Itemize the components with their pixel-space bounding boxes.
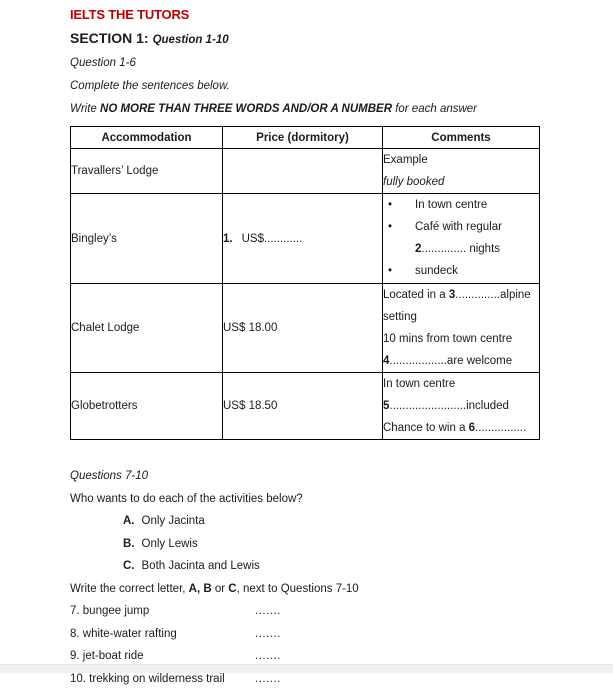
bullet-text: In town centre: [415, 194, 539, 216]
blank-suffix: nights: [466, 243, 500, 255]
accommodation-name: Globetrotters: [71, 373, 223, 440]
comment-line: 10 mins from town centre: [383, 328, 539, 350]
price-cell: US$ 18.00: [223, 284, 383, 373]
page-bottom-edge: [0, 664, 613, 673]
comment-prefix: Located in a: [383, 289, 449, 301]
questions-7-10-prompt: Who wants to do each of the activities below?: [70, 488, 540, 511]
answer-blank: .......: [255, 600, 281, 623]
subsection-heading: Question 1-6: [70, 52, 540, 75]
blank-number-5: 5: [383, 400, 389, 412]
blank-dots: ..............: [455, 289, 500, 301]
price-blank-value: US$............: [242, 233, 303, 245]
bullet-item: [383, 216, 539, 260]
option-letter: A.: [123, 515, 135, 527]
section-heading: [70, 26, 540, 52]
accommodation-name: Bingley’s: [71, 194, 223, 284]
instruction-line: Complete the sentences below.: [70, 75, 540, 98]
comment-prefix: Chance to win a: [383, 422, 469, 434]
blank-dots: ................: [475, 422, 526, 434]
accommodation-name: Travallers’ Lodge: [71, 149, 223, 194]
option-text: Only Lewis: [142, 538, 198, 550]
comment-line: In town centre: [383, 373, 539, 395]
instruction-prefix: Write the correct letter,: [70, 583, 189, 595]
comment-line-blank-6: [383, 417, 539, 439]
table-row-chalet-lodge: [71, 284, 540, 373]
option-b: [70, 533, 540, 556]
bullet-text: sundeck: [415, 260, 539, 282]
comment-suffix: alpine: [500, 289, 531, 301]
write-letter-instruction: [70, 578, 540, 601]
comments-cell: [383, 373, 540, 440]
comment-suffix: included: [466, 400, 509, 412]
blank-number-3: 3: [449, 289, 455, 301]
blank-number-1: 1.: [223, 233, 233, 245]
table-header-row: [71, 127, 540, 149]
price-cell-blank-1: [223, 194, 383, 284]
column-header-accommodation: Accommodation: [71, 127, 223, 149]
answer-blank: .......: [255, 645, 281, 668]
column-header-price: Price (dormitory): [223, 127, 383, 149]
blank-dots: ..................: [389, 355, 447, 367]
bullet-item: [383, 194, 539, 216]
bullet-icon: •: [383, 260, 415, 282]
accommodation-table: [70, 126, 540, 440]
bullet-line-1: Café with regular: [415, 216, 539, 238]
blank-number-6: 6: [469, 422, 475, 434]
instruction-bold-ab: A, B: [189, 583, 212, 595]
question-label: 7. bungee jump: [70, 600, 255, 623]
comment-line: setting: [383, 306, 539, 328]
comment-line-blank-4: [383, 350, 539, 372]
answer-blank: .......: [255, 623, 281, 646]
bullet-icon: •: [383, 216, 415, 260]
section-label: SECTION 1:: [70, 30, 149, 46]
instruction-mid: or: [212, 583, 229, 595]
word-limit-instruction: [70, 98, 540, 121]
price-cell: US$ 18.50: [223, 373, 383, 440]
blank-dots: ..............: [421, 243, 466, 255]
accommodation-name: Chalet Lodge: [71, 284, 223, 373]
option-letter: C.: [123, 560, 135, 572]
instruction-suffix: , next to Questions 7-10: [237, 583, 359, 595]
word-limit-prefix: Write: [70, 103, 100, 115]
option-c: [70, 555, 540, 578]
option-text: Both Jacinta and Lewis: [142, 560, 260, 572]
table-row-bingleys: [71, 194, 540, 284]
question-label: 9. jet-boat ride: [70, 645, 255, 668]
bullet-icon: •: [383, 194, 415, 216]
question-7-row: [70, 600, 540, 623]
table-row-globetrotters: [71, 373, 540, 440]
comment-line-blank-3: [383, 284, 539, 306]
section-question-range: Question 1-10: [153, 34, 229, 46]
option-a: [70, 510, 540, 533]
blank-number-4: 4: [383, 355, 389, 367]
question-label: 8. white-water rafting: [70, 623, 255, 646]
bullet-text: [415, 216, 539, 260]
questions-7-10-heading: Questions 7-10: [70, 465, 540, 488]
brand-title: IELTS THE TUTORS: [70, 3, 540, 26]
bullet-item: [383, 260, 539, 282]
price-cell-empty: [223, 149, 383, 194]
question-label: 10. trekking on wilderness trail: [70, 668, 255, 690]
example-label: Example: [383, 149, 539, 171]
question-8-row: [70, 623, 540, 646]
bullet-line-2-blank-2: [415, 238, 539, 260]
instruction-bold-c: C: [228, 583, 236, 595]
option-text: Only Jacinta: [142, 515, 205, 527]
answer-blank: .......: [255, 668, 281, 690]
word-limit-suffix: for each answer: [392, 103, 477, 115]
comments-cell: [383, 194, 540, 284]
table-row-travallers-lodge: [71, 149, 540, 194]
blank-number-2: 2: [415, 243, 421, 255]
questions-7-10-section: [70, 465, 540, 690]
comments-cell: [383, 149, 540, 194]
word-limit-bold: NO MORE THAN THREE WORDS AND/OR A NUMBER: [100, 103, 392, 115]
column-header-comments: Comments: [383, 127, 540, 149]
option-letter: B.: [123, 538, 135, 550]
blank-dots: ........................: [389, 400, 466, 412]
comment-suffix: are welcome: [447, 355, 512, 367]
example-value: fully booked: [383, 171, 539, 193]
comments-cell: [383, 284, 540, 373]
comment-line-blank-5: [383, 395, 539, 417]
